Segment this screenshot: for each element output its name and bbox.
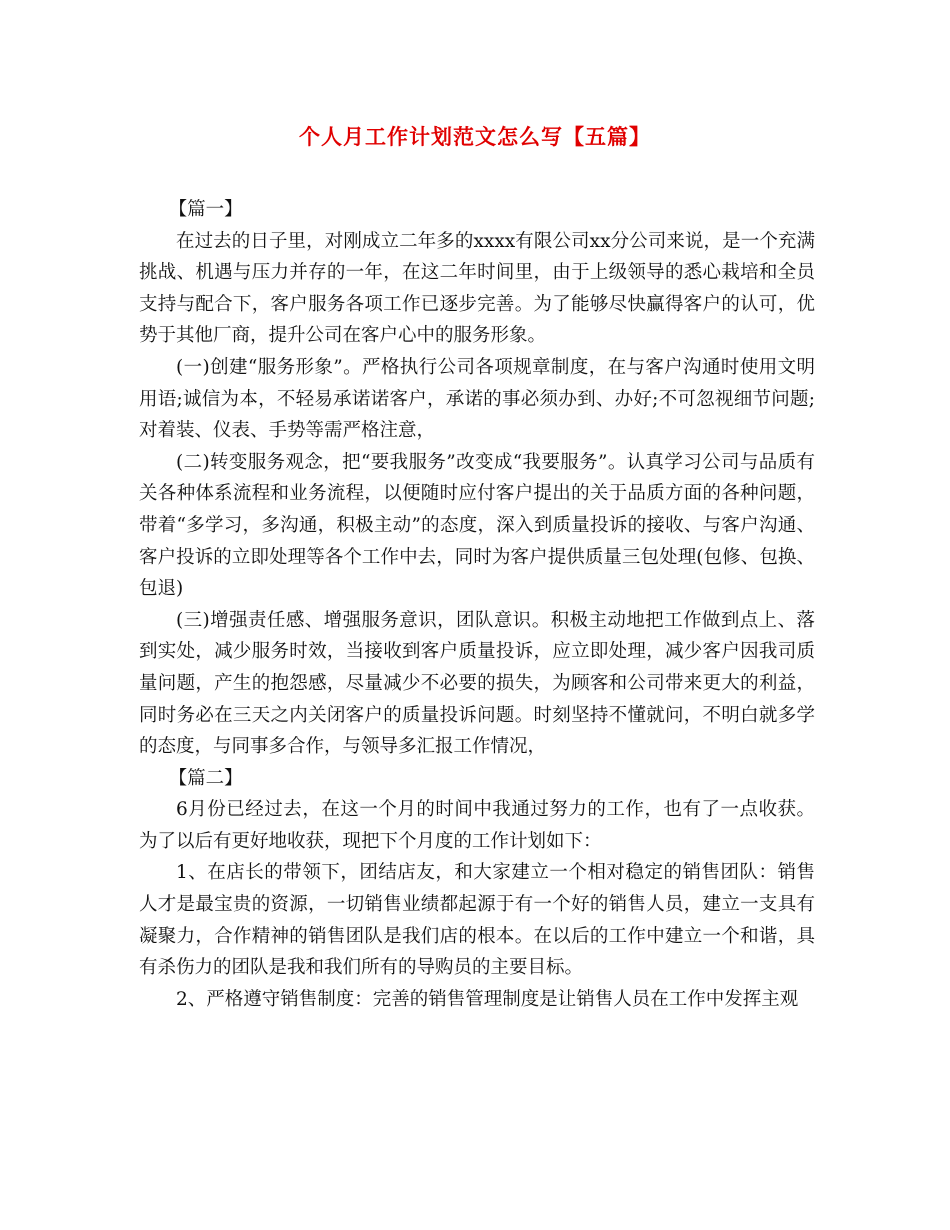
paragraph: 1、在店长的带领下，团结店友，和大家建立一个相对稳定的销售团队：销售人才是最宝贵的资源，一切销售业绩都起源于有一个好的销售人员，建立一支具有凝聚力，合作精神的销售团队是我们店的根本。在以后的工作中建立一个和谐，具有杀伤力的团队是我和我们所有的导购员的主要目标。 (139, 862, 815, 979)
section-heading-1: 【篇一】 (168, 199, 243, 220)
paragraph: 在过去的日子里，对刚成立二年多的xxxx有限公司xx分公司来说，是一个充满挑战、机遇与压力并存的一年，在这二年时间里，由于上级领导的悉心栽培和全员支持与配合下，客户服务各项工作已逐步完善。为了能够尽快赢得客户的认可，优势于其他厂商，提升公司在客户心中的服务形象。 (139, 230, 815, 347)
document-title: 个人月工作计划范文怎么写【五篇】 (299, 124, 651, 149)
document-body (139, 194, 815, 1015)
paragraph: (一)创建“服务形象”。严格执行公司各项规章制度，在与客户沟通时使用文明用语;诚信为本，不轻易承诺诺客户，承诺的事必须办到、办好;不可忽视细节问题;对着装、仪表、手势等需严格注意， (139, 356, 815, 442)
paragraph: (二)转变服务观念，把“要我服务”改变成“我要服务”。认真学习公司与品质有关各种体系流程和业务流程，以便随时应付客户提出的关于品质方面的各种问题，带着“多学习，多沟通，积极主动”的态度，深入到质量投诉的接收、与客户沟通、客户投诉的立即处理等各个工作中去，同时为客户提供质量三包处理(包修、包换、包退) (139, 451, 815, 600)
section-heading-2: 【篇二】 (168, 767, 243, 789)
paragraph: (三)增强责任感、增强服务意识，团队意识。积极主动地把工作做到点上、落到实处，减少服务时效，当接收到客户质量投诉，应立即处理，减少客户因我司质量问题，产生的抱怨感，尽量减少不必要的损失，为顾客和公司带来更大的利益，同时务必在三天之内关闭客户的质量投诉问题。时刻坚持不懂就问，不明白就多学的态度，与同事多合作，与领导多汇报工作情况， (139, 609, 815, 758)
paragraph: 2、严格遵守销售制度：完善的销售管理制度是让销售人员在工作中发挥主观 (176, 988, 799, 1010)
paragraph: 6月份已经过去，在这一个月的时间中我通过努力的工作，也有了一点收获。为了以后有更好地收获，现把下个月度的工作计划如下： (139, 799, 815, 852)
